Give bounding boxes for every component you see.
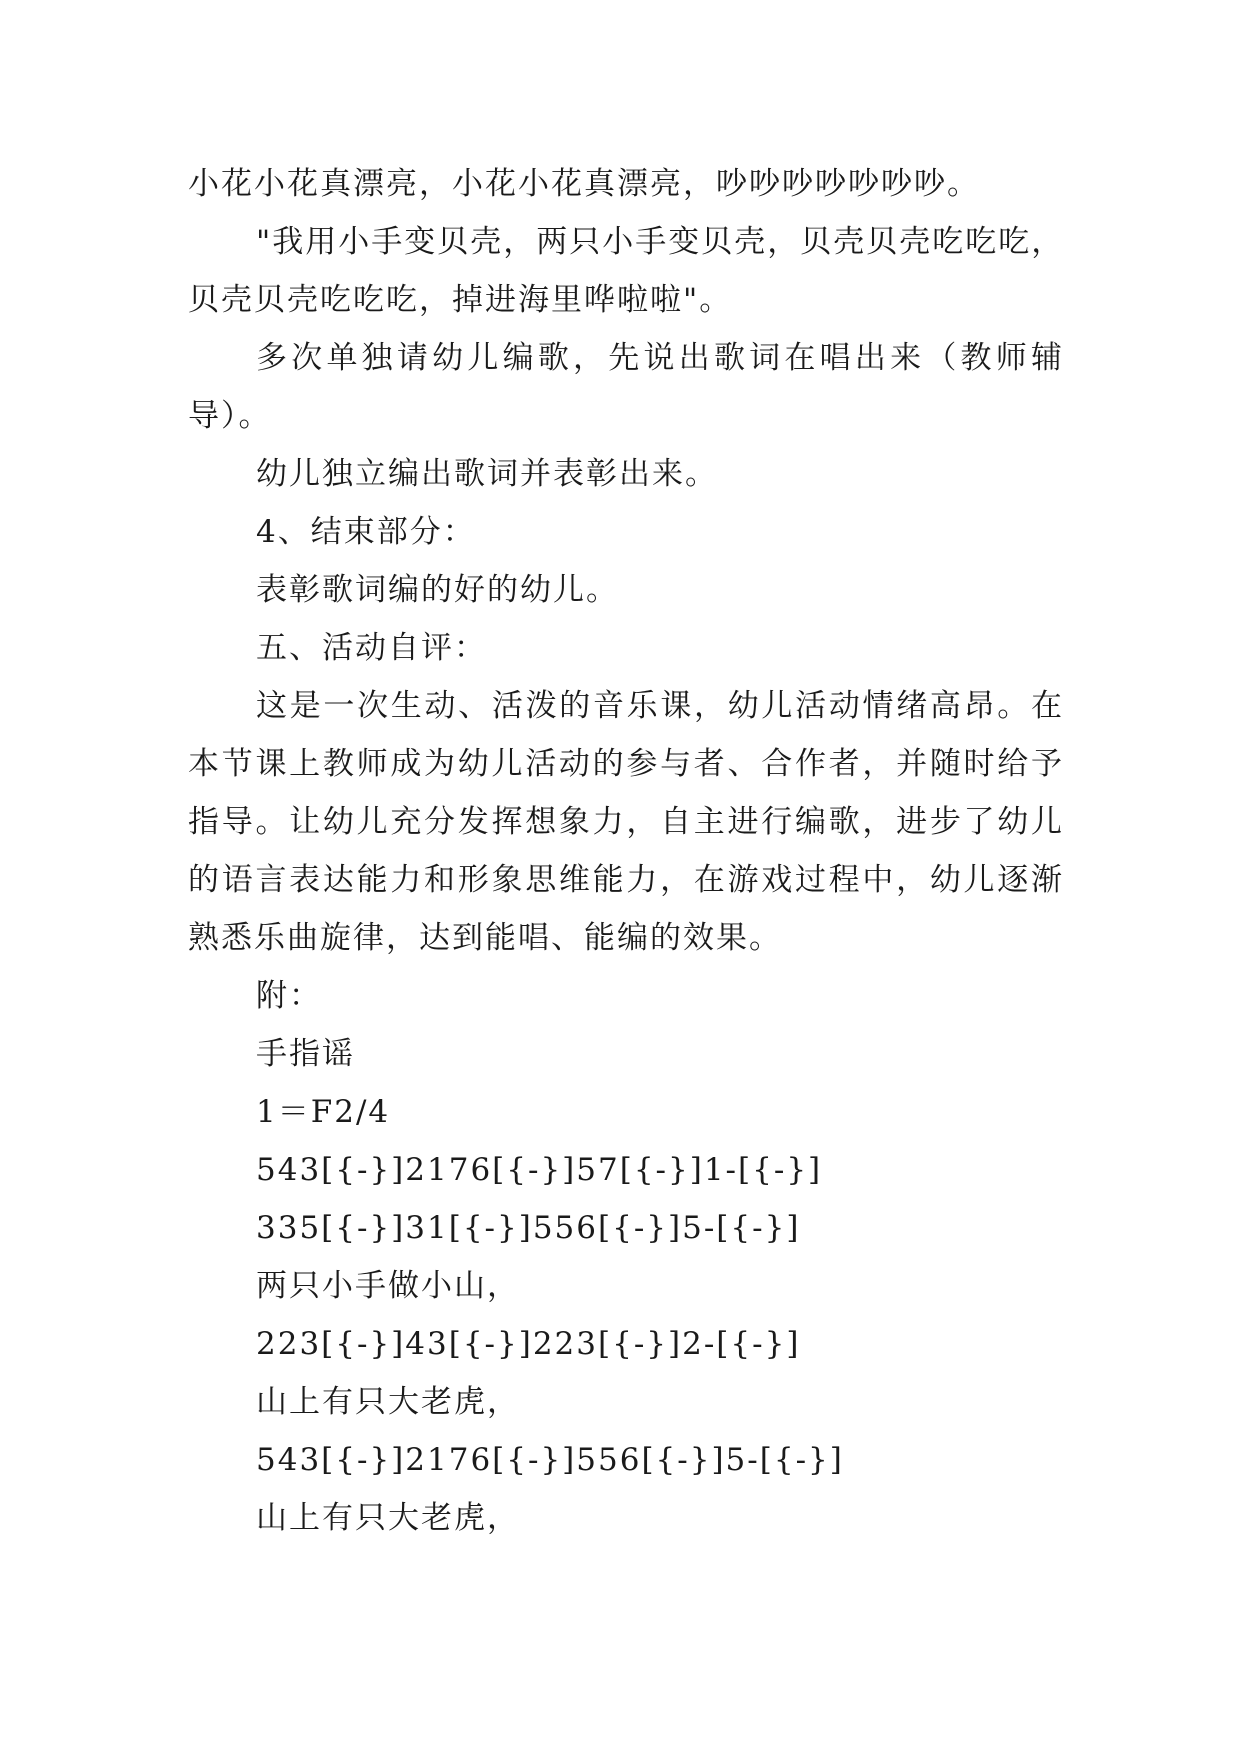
lyric-line: 两只小手做小山，: [256, 1268, 520, 1304]
text-line: 熟悉乐曲旋律，达到能唱、能编的效果。: [188, 920, 782, 956]
text-line: 多次单独请幼儿编歌，先说出歌词在唱出来（教师辅: [256, 340, 1064, 376]
notation-line: 543[{-}]2176[{-}]556[{-}]5-[{-}]: [256, 1442, 844, 1478]
appendix-label: 附：: [256, 978, 322, 1014]
text-line: 小花小花真漂亮，小花小花真漂亮，吵吵吵吵吵吵吵。: [188, 166, 980, 202]
text-line: 这是一次生动、活泼的音乐课，幼儿活动情绪高昂。在: [256, 688, 1064, 724]
song-title: 手指谣: [256, 1036, 355, 1072]
text-line: 的语言表达能力和形象思维能力，在游戏过程中，幼儿逐渐: [188, 862, 1064, 898]
notation-line: 543[{-}]2176[{-}]57[{-}]1-[{-}]: [256, 1152, 823, 1188]
key-signature: 1＝F2/4: [256, 1094, 391, 1130]
text-line: 贝壳贝壳吃吃吃，掉进海里哗啦啦"。: [188, 282, 733, 318]
text-line: 指导。让幼儿充分发挥想象力，自主进行编歌，进步了幼儿: [188, 804, 1064, 840]
notation-line: 223[{-}]43[{-}]223[{-}]2-[{-}]: [256, 1326, 801, 1362]
text-line: 幼儿独立编出歌词并表彰出来。: [256, 456, 718, 492]
text-line: "我用小手变贝壳，两只小手变贝壳，贝壳贝壳吃吃吃，: [256, 224, 1065, 260]
lyric-line: 山上有只大老虎，: [256, 1500, 520, 1536]
text-line: 导）。: [188, 398, 272, 434]
text-line: 表彰歌词编的好的幼儿。: [256, 572, 619, 608]
document-page: [188, 155, 1064, 1547]
section-heading: 五、活动自评：: [256, 630, 487, 666]
lyric-line: 山上有只大老虎，: [256, 1384, 520, 1420]
notation-line: 335[{-}]31[{-}]556[{-}]5-[{-}]: [256, 1210, 801, 1246]
section-heading: 4、结束部分：: [256, 514, 476, 550]
text-line: 本节课上教师成为幼儿活动的参与者、合作者，并随时给予: [188, 746, 1064, 782]
